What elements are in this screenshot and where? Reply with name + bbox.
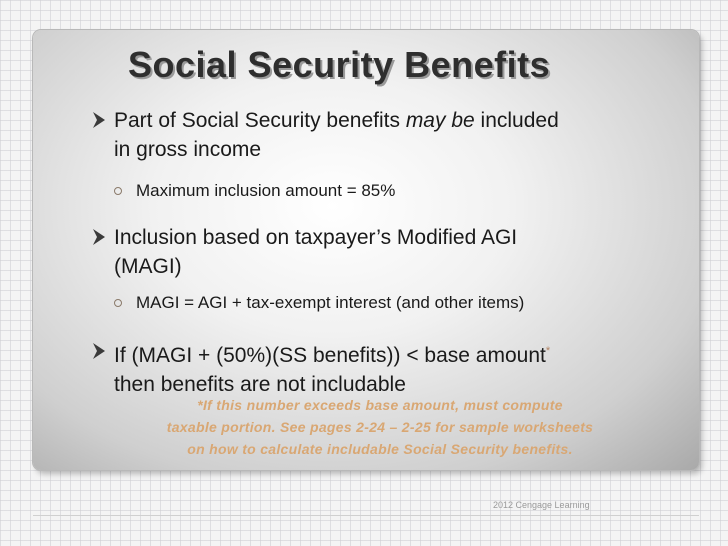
bullet-1-emphasis: may be (405, 109, 475, 132)
sub-bullet-1 (114, 180, 614, 202)
bullet-text-3 (114, 337, 550, 399)
footnote-line-2: taxable portion. See pages 2-24 – 2-25 for sample worksheets (166, 419, 594, 435)
bullet-1-line2: in gross income (114, 138, 262, 161)
arrowhead-bullet-icon (92, 337, 106, 366)
footnote-line-1: *If this number exceeds base amount, must compute (197, 397, 563, 413)
slide-title: Social Security Benefits (128, 44, 551, 85)
sub-bullet-2-text: MAGI = AGI + tax-exempt interest (and other items) (136, 293, 525, 312)
ring-bullet-icon (114, 299, 122, 307)
bullet-2-line2: (MAGI) (114, 255, 182, 278)
bullet-item-1 (92, 106, 652, 164)
bullet-1-line1-pre: Part of Social Security benefits (114, 109, 406, 132)
arrowhead-bullet-icon (92, 223, 106, 252)
bullet-3-line1: If (MAGI + (50%)(SS benefits)) < base amount (114, 344, 546, 367)
sub-bullet-2 (114, 292, 654, 314)
bullet-3-line2: then benefits are not includable (114, 373, 406, 396)
bullet-2-line1: Inclusion based on taxpayer’s Modified AGI (114, 226, 518, 249)
sub-bullet-1-text: Maximum inclusion amount = 85% (136, 181, 396, 200)
bullet-1-line1-post: included (474, 109, 559, 132)
copyright-footer: 2012 Cengage Learning (493, 500, 590, 510)
bullet-text-1 (114, 106, 559, 164)
ring-bullet-icon (114, 187, 122, 195)
footer-divider (33, 515, 699, 516)
bullet-item-3 (92, 337, 672, 395)
footnote-line-3: on how to calculate includable Social Security benefits. (187, 441, 573, 457)
arrowhead-bullet-icon (92, 106, 106, 135)
bullet-item-2 (92, 223, 652, 281)
footnote-star: * (545, 345, 551, 357)
bullet-text-2 (114, 223, 517, 281)
